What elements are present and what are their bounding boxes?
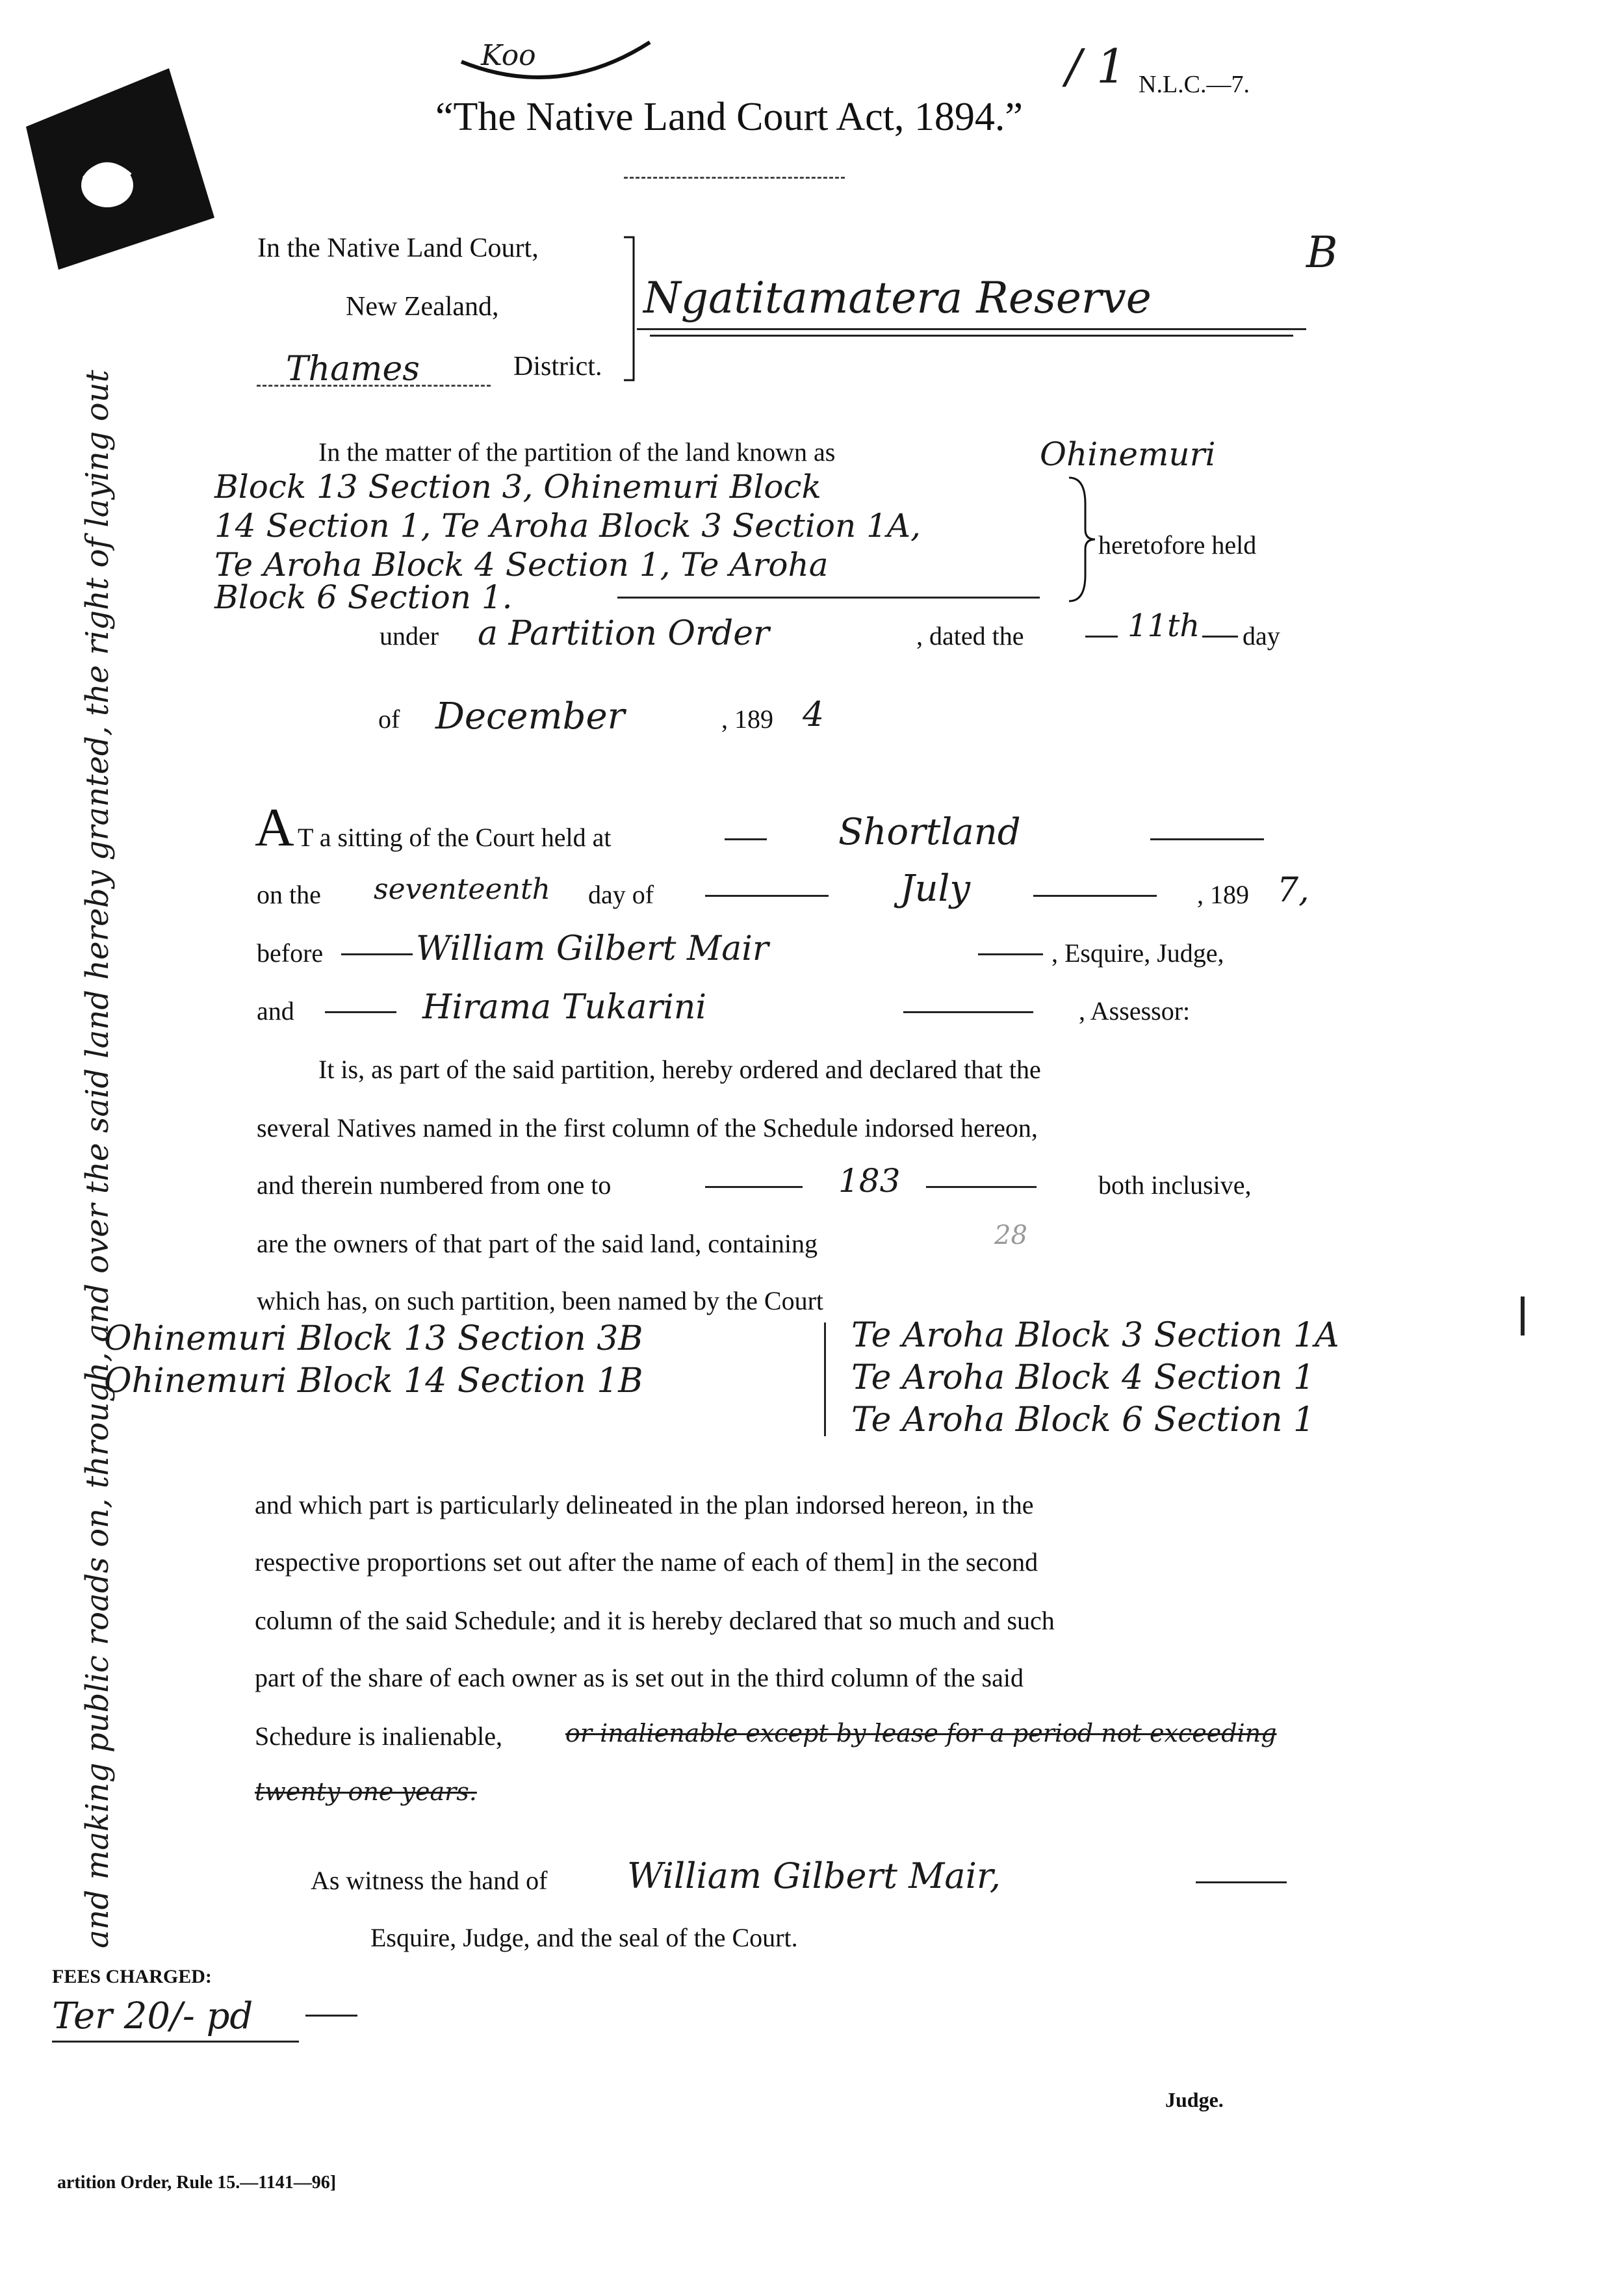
place-value: Shortland xyxy=(838,811,1021,853)
land-hand-0: Ohinemuri xyxy=(1040,435,1216,473)
dayof-label: day of xyxy=(588,880,654,909)
body-line-4: are the owners of that part of the said land, containing xyxy=(257,1229,818,1258)
body-line-1: It is, as part of the said partition, hereby ordered and declared that the xyxy=(318,1055,1041,1084)
day-value: 11th xyxy=(1128,608,1200,644)
body-line-10a: Schedure is inalienable, xyxy=(255,1722,502,1751)
body-line-3b: both inclusive, xyxy=(1098,1170,1252,1200)
block-underline-2 xyxy=(650,335,1293,337)
count-value: 183 xyxy=(838,1162,901,1200)
court-brace xyxy=(621,234,647,383)
before-label: before xyxy=(257,938,324,968)
witness-name: William Gilbert Mair, xyxy=(627,1855,1001,1896)
land-hand-3: Te Aroha Block 4 Section 1, Te Aroha xyxy=(214,546,829,584)
block-underline-1 xyxy=(637,328,1306,330)
corner-tab xyxy=(19,68,214,270)
judge-line-left xyxy=(341,953,413,955)
fees-dash xyxy=(305,2015,357,2017)
named-right-1: Te Aroha Block 4 Section 1 xyxy=(851,1358,1315,1397)
of-label: of xyxy=(378,704,400,734)
ref-number: / 1 xyxy=(1066,39,1126,94)
place-line-right xyxy=(1150,838,1264,840)
drop-cap: A xyxy=(255,797,294,858)
day-label: day xyxy=(1243,621,1280,651)
body-line-10b-struck: or inalienable except by lease for a period not exceeding xyxy=(565,1719,1277,1748)
day-line-right xyxy=(1202,636,1238,638)
year-hand: 4 xyxy=(803,695,825,734)
judge-suffix: , Esquire, Judge, xyxy=(1051,938,1224,968)
page-title: “The Native Land Court Act, 1894.” xyxy=(435,95,1023,139)
assessor-line-right xyxy=(903,1011,1033,1013)
fees-label: FEES CHARGED: xyxy=(52,1966,212,1987)
sitting-year-hand: 7, xyxy=(1277,871,1309,910)
top-scrawl: Koo xyxy=(481,39,536,72)
district-value: Thames xyxy=(286,350,420,389)
place-line-left xyxy=(725,838,767,840)
day-line-left xyxy=(1085,636,1118,638)
under-value: a Partition Order xyxy=(478,614,769,653)
witness-label: As witness the hand of xyxy=(311,1866,548,1895)
witness-line-2: Esquire, Judge, and the seal of the Court. xyxy=(370,1923,798,1952)
dated-label: , dated the xyxy=(916,621,1024,651)
corner-mark: B xyxy=(1306,227,1338,277)
body-line-5: which has, on such partition, been named by the Court xyxy=(257,1286,824,1315)
count-line-left xyxy=(705,1186,803,1188)
body-line-8: column of the said Schedule; and it is hereby declared that so much and such xyxy=(255,1606,1055,1635)
assessor-line-left xyxy=(325,1011,396,1013)
judge-signature-label: Judge. xyxy=(1165,2088,1224,2111)
named-left-0: Ohinemuri Block 13 Section 3B xyxy=(104,1319,643,1358)
assessor-suffix: , Assessor: xyxy=(1079,996,1191,1025)
land-hand-4: Block 6 Section 1. xyxy=(214,578,513,616)
fees-value: Ter 20/- pd xyxy=(52,1995,253,2037)
court-line-2: New Zealand, xyxy=(346,292,499,322)
named-right-2: Te Aroha Block 6 Section 1 xyxy=(851,1400,1315,1439)
matter-intro: In the matter of the partition of the land known as xyxy=(318,437,836,467)
body-line-7: respective proportions set out after the name of each of them] in the second xyxy=(255,1547,1038,1577)
on-label: on the xyxy=(257,880,321,909)
scrawl-swoosh xyxy=(455,36,663,94)
block-name: Ngatitamatera Reserve xyxy=(643,273,1152,323)
court-line-1: In the Native Land Court, xyxy=(257,233,539,263)
margin-note: and making public roads on, through, and over the said land hereby granted, the right of laying out xyxy=(79,370,116,1948)
land-brace xyxy=(1066,474,1098,604)
heretofore-label: heretofore held xyxy=(1098,530,1257,560)
month-line-right xyxy=(1033,895,1157,897)
sitting-year-print: , 189 xyxy=(1197,880,1249,909)
district-dots xyxy=(257,385,491,387)
named-right-0: Te Aroha Block 3 Section 1A xyxy=(851,1316,1339,1355)
month-line-left xyxy=(705,895,829,897)
land-tail-line xyxy=(617,597,1040,599)
body-line-9: part of the share of each owner as is set out in the third column of the said xyxy=(255,1663,1024,1692)
body-line-6: and which part is particularly delineated in the plan indorsed hereon, in the xyxy=(255,1490,1034,1519)
sitting-day: seventeenth xyxy=(374,873,550,906)
named-divider xyxy=(824,1322,826,1436)
body-line-3a: and therein numbered from one to xyxy=(257,1170,612,1200)
sitting-label: T a sitting of the Court held at xyxy=(298,823,612,852)
witness-line xyxy=(1196,1881,1287,1883)
year-print: , 189 xyxy=(721,704,773,734)
under-label: under xyxy=(380,621,439,651)
form-code: N.L.C.—7. xyxy=(1139,71,1250,98)
and-label: and xyxy=(257,996,294,1025)
title-rule xyxy=(624,177,845,179)
district-label: District. xyxy=(513,352,602,381)
count-line-right xyxy=(926,1186,1037,1188)
land-hand-2: 14 Section 1, Te Aroha Block 3 Section 1A, xyxy=(214,507,921,545)
assessor-value: Hirama Tukarini xyxy=(422,988,706,1027)
sitting-month: July xyxy=(900,868,971,910)
fees-underline xyxy=(52,2041,299,2043)
body-line-2: several Natives named in the first column of the Schedule indorsed hereon, xyxy=(257,1113,1038,1142)
judge-value: William Gilbert Mair xyxy=(416,929,769,968)
land-hand-1: Block 13 Section 3, Ohinemuri Block xyxy=(214,468,821,506)
footer-form-ref: artition Order, Rule 15.—1141—96] xyxy=(57,2173,337,2193)
month-value: December xyxy=(435,695,625,738)
named-left-1: Ohinemuri Block 14 Section 1B xyxy=(104,1361,643,1400)
judge-line-right xyxy=(978,953,1043,955)
area-faint: 28 xyxy=(994,1220,1027,1250)
body-line-11-struck: twenty one years. xyxy=(255,1777,477,1806)
edge-mark xyxy=(1521,1296,1525,1335)
